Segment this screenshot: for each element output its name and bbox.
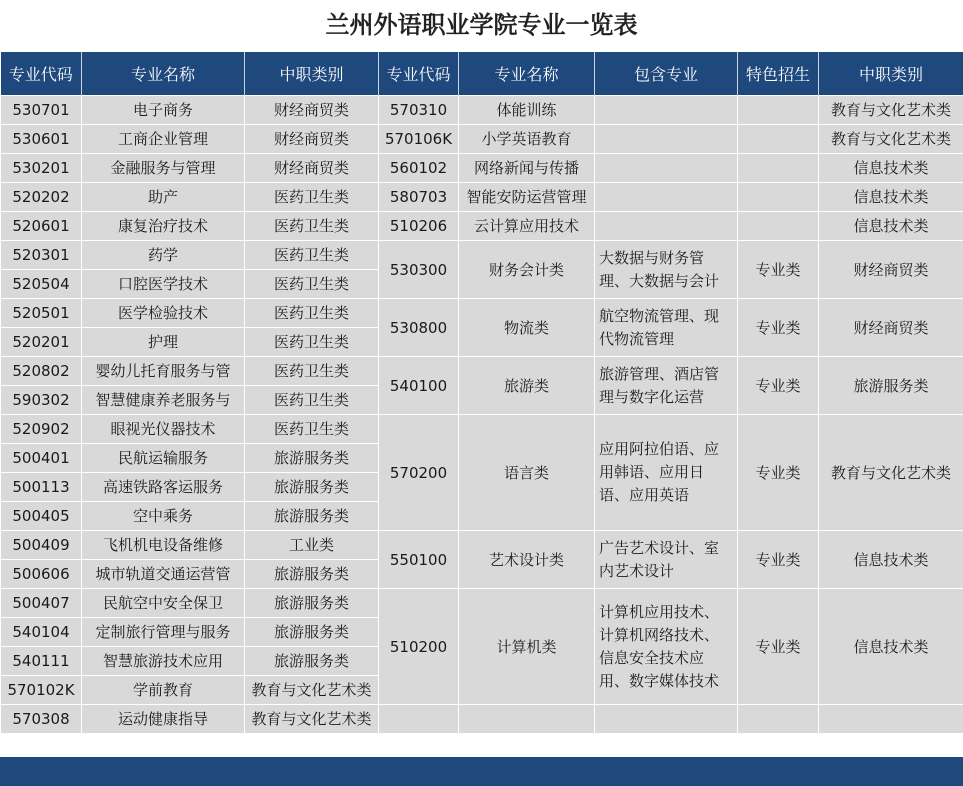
major-name: 小学英语教育 — [459, 125, 595, 154]
major-category: 信息技术类 — [819, 183, 963, 212]
special-cell — [738, 154, 819, 183]
col-header-name: 专业名称 — [82, 52, 245, 96]
major-code: 500407 — [1, 589, 82, 618]
empty-cell — [459, 705, 595, 734]
major-code: 520601 — [1, 212, 82, 241]
major-name: 学前教育 — [82, 676, 245, 705]
group-special: 专业类 — [738, 589, 819, 705]
major-name: 工商企业管理 — [82, 125, 245, 154]
empty-cell — [738, 705, 819, 734]
major-name: 体能训练 — [459, 96, 595, 125]
major-name: 康复治疗技术 — [82, 212, 245, 241]
page-title: 兰州外语职业学院专业一览表 — [0, 0, 963, 52]
table-row — [1, 531, 963, 560]
major-category: 财经商贸类 — [245, 96, 379, 125]
major-name: 云计算应用技术 — [459, 212, 595, 241]
major-code: 570106K — [379, 125, 459, 154]
major-category: 教育与文化艺术类 — [819, 125, 963, 154]
includes-cell — [595, 154, 738, 183]
group-category: 教育与文化艺术类 — [819, 415, 963, 531]
special-cell — [738, 96, 819, 125]
group-category: 信息技术类 — [819, 531, 963, 589]
major-category: 医药卫生类 — [245, 183, 379, 212]
major-name: 电子商务 — [82, 96, 245, 125]
col-header-includes: 包含专业 — [595, 52, 738, 96]
table-row — [1, 241, 963, 270]
major-category: 教育与文化艺术类 — [245, 705, 379, 734]
major-name: 民航运输服务 — [82, 444, 245, 473]
group-name: 计算机类 — [459, 589, 595, 705]
table-row — [1, 299, 963, 328]
major-code: 540104 — [1, 618, 82, 647]
special-cell — [738, 125, 819, 154]
major-name: 金融服务与管理 — [82, 154, 245, 183]
major-code: 510206 — [379, 212, 459, 241]
major-name: 智慧旅游技术应用 — [82, 647, 245, 676]
major-name: 眼视光仪器技术 — [82, 415, 245, 444]
table-row — [1, 96, 963, 125]
major-code: 530201 — [1, 154, 82, 183]
empty-cell — [379, 705, 459, 734]
group-category: 财经商贸类 — [819, 299, 963, 357]
group-includes: 旅游管理、酒店管理与数字化运营 — [595, 357, 738, 415]
group-includes: 应用阿拉伯语、应用韩语、应用日语、应用英语 — [595, 415, 738, 531]
group-name: 艺术设计类 — [459, 531, 595, 589]
group-includes: 广告艺术设计、室内艺术设计 — [595, 531, 738, 589]
col-header-name-right: 专业名称 — [459, 52, 595, 96]
major-code: 520201 — [1, 328, 82, 357]
major-category: 医药卫生类 — [245, 357, 379, 386]
major-code: 580703 — [379, 183, 459, 212]
major-category: 信息技术类 — [819, 212, 963, 241]
group-name: 物流类 — [459, 299, 595, 357]
group-special: 专业类 — [738, 531, 819, 589]
group-code: 550100 — [379, 531, 459, 589]
group-category: 信息技术类 — [819, 589, 963, 705]
major-name: 定制旅行管理与服务 — [82, 618, 245, 647]
major-code: 570310 — [379, 96, 459, 125]
group-code: 530800 — [379, 299, 459, 357]
group-code: 570200 — [379, 415, 459, 531]
table-row — [1, 183, 963, 212]
major-category: 医药卫生类 — [245, 386, 379, 415]
major-name: 智能安防运营管理 — [459, 183, 595, 212]
footer-bar — [0, 757, 963, 786]
major-code: 570102K — [1, 676, 82, 705]
major-name: 运动健康指导 — [82, 705, 245, 734]
group-includes: 航空物流管理、现代物流管理 — [595, 299, 738, 357]
major-name: 民航空中安全保卫 — [82, 589, 245, 618]
header-row — [1, 52, 963, 96]
group-code: 530300 — [379, 241, 459, 299]
major-name: 助产 — [82, 183, 245, 212]
major-code: 500405 — [1, 502, 82, 531]
col-header-category: 中职类别 — [245, 52, 379, 96]
major-category: 教育与文化艺术类 — [245, 676, 379, 705]
group-name: 语言类 — [459, 415, 595, 531]
empty-cell — [819, 705, 963, 734]
major-name: 空中乘务 — [82, 502, 245, 531]
table-row — [1, 705, 963, 734]
empty-cell — [595, 705, 738, 734]
major-code: 500409 — [1, 531, 82, 560]
group-includes: 计算机应用技术、计算机网络技术、信息安全技术应用、数字媒体技术 — [595, 589, 738, 705]
major-category: 财经商贸类 — [245, 154, 379, 183]
group-special: 专业类 — [738, 299, 819, 357]
major-name: 城市轨道交通运营管 — [82, 560, 245, 589]
group-name: 财务会计类 — [459, 241, 595, 299]
group-special: 专业类 — [738, 241, 819, 299]
table-row — [1, 357, 963, 386]
major-code: 520802 — [1, 357, 82, 386]
major-category: 旅游服务类 — [245, 473, 379, 502]
major-code: 520501 — [1, 299, 82, 328]
group-code: 540100 — [379, 357, 459, 415]
major-category: 旅游服务类 — [245, 589, 379, 618]
major-category: 医药卫生类 — [245, 415, 379, 444]
major-name: 护理 — [82, 328, 245, 357]
table-row — [1, 154, 963, 183]
major-category: 财经商贸类 — [245, 125, 379, 154]
major-code: 590302 — [1, 386, 82, 415]
majors-table — [0, 52, 963, 734]
major-name: 飞机机电设备维修 — [82, 531, 245, 560]
group-code: 510200 — [379, 589, 459, 705]
major-category: 旅游服务类 — [245, 618, 379, 647]
major-category: 信息技术类 — [819, 154, 963, 183]
group-category: 财经商贸类 — [819, 241, 963, 299]
col-header-code-right: 专业代码 — [379, 52, 459, 96]
major-code: 500401 — [1, 444, 82, 473]
col-header-category-right: 中职类别 — [819, 52, 963, 96]
major-category: 医药卫生类 — [245, 212, 379, 241]
table-row — [1, 125, 963, 154]
group-category: 旅游服务类 — [819, 357, 963, 415]
major-code: 570308 — [1, 705, 82, 734]
major-code: 520504 — [1, 270, 82, 299]
major-code: 560102 — [379, 154, 459, 183]
major-name: 智慧健康养老服务与 — [82, 386, 245, 415]
special-cell — [738, 183, 819, 212]
includes-cell — [595, 212, 738, 241]
major-name: 婴幼儿托育服务与管 — [82, 357, 245, 386]
includes-cell — [595, 183, 738, 212]
includes-cell — [595, 125, 738, 154]
group-special: 专业类 — [738, 357, 819, 415]
major-category: 工业类 — [245, 531, 379, 560]
major-name: 药学 — [82, 241, 245, 270]
major-code: 520301 — [1, 241, 82, 270]
major-category: 医药卫生类 — [245, 241, 379, 270]
major-name: 网络新闻与传播 — [459, 154, 595, 183]
major-category: 旅游服务类 — [245, 647, 379, 676]
table-row — [1, 415, 963, 444]
col-header-code: 专业代码 — [1, 52, 82, 96]
major-code: 500606 — [1, 560, 82, 589]
major-category: 医药卫生类 — [245, 328, 379, 357]
group-special: 专业类 — [738, 415, 819, 531]
major-category: 医药卫生类 — [245, 299, 379, 328]
major-category: 旅游服务类 — [245, 560, 379, 589]
major-category: 医药卫生类 — [245, 270, 379, 299]
major-code: 540111 — [1, 647, 82, 676]
major-code: 530701 — [1, 96, 82, 125]
major-category: 旅游服务类 — [245, 444, 379, 473]
major-name: 医学检验技术 — [82, 299, 245, 328]
group-includes: 大数据与财务管理、大数据与会计 — [595, 241, 738, 299]
includes-cell — [595, 96, 738, 125]
special-cell — [738, 212, 819, 241]
major-code: 520202 — [1, 183, 82, 212]
major-code: 520902 — [1, 415, 82, 444]
table-row — [1, 212, 963, 241]
col-header-special: 特色招生 — [738, 52, 819, 96]
major-code: 530601 — [1, 125, 82, 154]
major-code: 500113 — [1, 473, 82, 502]
major-category: 旅游服务类 — [245, 502, 379, 531]
major-category: 教育与文化艺术类 — [819, 96, 963, 125]
major-name: 口腔医学技术 — [82, 270, 245, 299]
major-name: 高速铁路客运服务 — [82, 473, 245, 502]
group-name: 旅游类 — [459, 357, 595, 415]
table-row — [1, 589, 963, 618]
